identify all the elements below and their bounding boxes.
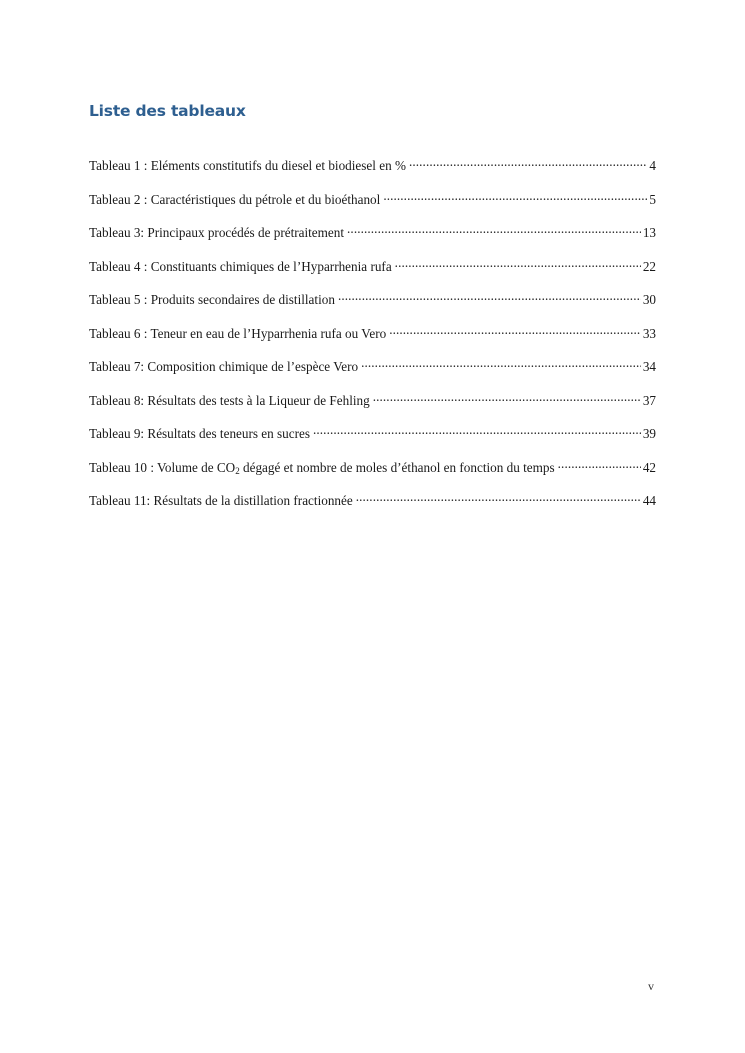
dot-leader bbox=[338, 291, 641, 304]
entry-label: Tableau 7: Composition chimique de l’espèce Vero bbox=[89, 359, 359, 375]
toc-entry-tableau-10[interactable] bbox=[89, 459, 656, 493]
page-number: v bbox=[648, 979, 654, 993]
entry-page-number: 30 bbox=[642, 292, 656, 308]
entry-label: Tableau 4 : Constituants chimiques de l’Hyparrhenia rufa bbox=[89, 258, 392, 274]
entry-label: Tableau 3: Principaux procédés de prétraitement bbox=[89, 225, 345, 241]
toc-entry-tableau-11[interactable] bbox=[89, 492, 656, 526]
entry-label: Tableau 11: Résultats de la distillation fractionnée bbox=[89, 493, 353, 509]
subscript-2: 2 bbox=[235, 465, 240, 476]
toc-entry-tableau-3[interactable] bbox=[89, 224, 656, 258]
dot-leader bbox=[409, 157, 647, 170]
toc-entry-tableau-9[interactable] bbox=[89, 425, 656, 459]
entry-label: Tableau 9: Résultats des teneurs en sucres bbox=[89, 426, 310, 442]
dot-leader bbox=[373, 392, 641, 405]
toc-entry-tableau-4[interactable] bbox=[89, 258, 656, 292]
entry-page-number: 39 bbox=[642, 426, 656, 442]
entry-page-number: 22 bbox=[642, 258, 656, 274]
dot-leader bbox=[313, 425, 641, 438]
toc-entry-tableau-7[interactable] bbox=[89, 358, 656, 392]
toc-entry-tableau-2[interactable] bbox=[89, 191, 656, 225]
toc-entry-tableau-8[interactable] bbox=[89, 392, 656, 426]
entry-label: Tableau 2 : Caractéristiques du pétrole et du bioéthanol bbox=[89, 191, 381, 207]
entry-page-number: 44 bbox=[642, 493, 656, 509]
entry-page-number: 5 bbox=[649, 191, 656, 207]
dot-leader bbox=[558, 459, 641, 472]
dot-leader bbox=[395, 258, 641, 271]
toc-entry-tableau-5[interactable] bbox=[89, 291, 656, 325]
entry-label bbox=[89, 460, 555, 476]
entry-label: Tableau 1 : Eléments constitutifs du diesel et biodiesel en % bbox=[89, 158, 406, 174]
entry-page-number: 42 bbox=[642, 459, 656, 475]
dot-leader bbox=[347, 224, 641, 237]
entry-label-after: dégagé et nombre de moles d’éthanol en fonction du temps bbox=[239, 459, 555, 475]
dot-leader bbox=[383, 191, 647, 204]
entry-label: Tableau 8: Résultats des tests à la Liqueur de Fehling bbox=[89, 392, 370, 408]
dot-leader bbox=[356, 492, 641, 505]
table-of-tables bbox=[89, 157, 656, 526]
entry-page-number: 13 bbox=[642, 225, 656, 241]
toc-entry-tableau-6[interactable] bbox=[89, 325, 656, 359]
list-of-tables-heading: Liste des tableaux bbox=[89, 102, 246, 120]
entry-page-number: 33 bbox=[642, 325, 656, 341]
entry-label: Tableau 6 : Teneur en eau de l’Hyparrhenia rufa ou Vero bbox=[89, 325, 387, 341]
entry-page-number: 4 bbox=[649, 158, 656, 174]
entry-page-number: 34 bbox=[642, 359, 656, 375]
entry-page-number: 37 bbox=[642, 392, 656, 408]
toc-entry-tableau-1[interactable] bbox=[89, 157, 656, 191]
dot-leader bbox=[389, 325, 641, 338]
entry-label-before: Tableau 10 : Volume de CO bbox=[89, 459, 236, 475]
dot-leader bbox=[361, 358, 641, 371]
entry-label: Tableau 5 : Produits secondaires de distillation bbox=[89, 292, 335, 308]
